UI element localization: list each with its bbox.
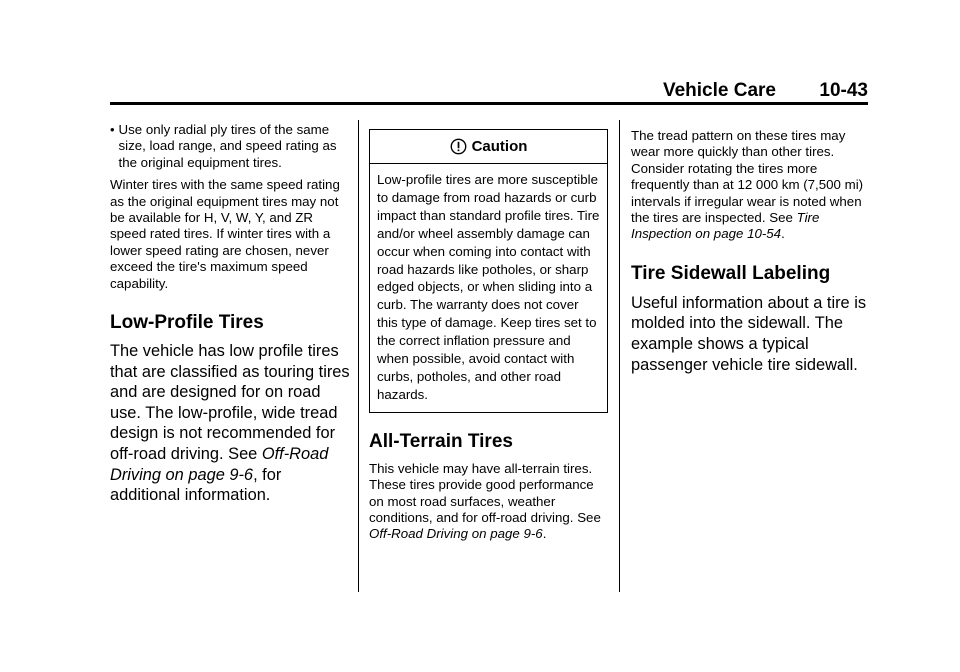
- section-title: Vehicle Care: [662, 80, 776, 101]
- column-left: [110, 122, 350, 506]
- off-road-link-2[interactable]: Off-Road Driving on page 9-6: [369, 526, 543, 542]
- column-middle: [369, 129, 609, 543]
- caution-title: Caution: [471, 138, 528, 155]
- column-divider-left: [358, 120, 359, 592]
- all-terrain-paragraph: [369, 461, 609, 543]
- caution-header: [370, 130, 607, 164]
- low-profile-text: The vehicle has low profile tires that are classified as touring tires and are designed for on road use. The low-profile, wide tread design is not recommended for off-road driving. See: [110, 342, 350, 464]
- low-profile-text-end: , for additional information.: [110, 465, 282, 505]
- column-right: [631, 128, 871, 375]
- all-terrain-text-end: .: [542, 526, 547, 542]
- caution-box: [369, 129, 608, 413]
- all-terrain-text: This vehicle may have all-terrain tires. These tires provide good performance on most road surfaces, weather conditions, and for off-road driving. See: [369, 460, 601, 525]
- sidewall-heading: Tire Sidewall Labeling: [631, 262, 831, 284]
- warning-icon: [450, 138, 467, 155]
- column-divider-right: [619, 120, 620, 592]
- bullet-text: Use only radial ply tires of the same size, load range, and speed rating as the original equipment tires.: [118, 122, 337, 170]
- bullet-item: [110, 122, 350, 171]
- caution-text: Low-profile tires are more susceptible to damage from road hazards or curb impact than standard profile tires. Tire and/or wheel assembly damage can occur when coming into contact with road hazards like potholes, or sharp edged objects, or when sliding into a curb. The warranty does not cover this type of damage. Keep tires set to the correct inflation pressure and when possible, avoid contact with curbs, potholes, and other road hazards.: [377, 172, 600, 402]
- page-number: 10-43: [819, 80, 868, 101]
- off-road-link[interactable]: Off-Road Driving on page 9-6: [110, 445, 329, 484]
- tread-paragraph: [631, 128, 871, 243]
- low-profile-heading: Low-Profile Tires: [110, 312, 264, 334]
- page-header: [110, 80, 868, 105]
- tire-inspection-link[interactable]: Tire Inspection on page 10-54: [631, 210, 820, 242]
- low-profile-paragraph: [110, 341, 350, 506]
- bullet-icon: •: [110, 122, 115, 137]
- winter-tires-paragraph: Winter tires with the same speed rating as the original equipment tires may not be available for H, V, W, Y, and ZR speed rated tires. If winter tires with a lower speed rating are chosen, never exceed the tire's maximum speed capability.: [110, 177, 340, 291]
- sidewall-paragraph: Useful information about a tire is molded into the sidewall. The example shows a typical passenger vehicle tire sidewall.: [631, 293, 867, 374]
- tread-text: The tread pattern on these tires may wear more quickly than other tires. Consider rotating the tires more frequently than at 12 000 km (7,500 mi) intervals if irregular wear is noted when the tires are inspected. See: [631, 128, 864, 226]
- tread-text-end: .: [781, 226, 785, 242]
- all-terrain-heading: All-Terrain Tires: [369, 430, 513, 452]
